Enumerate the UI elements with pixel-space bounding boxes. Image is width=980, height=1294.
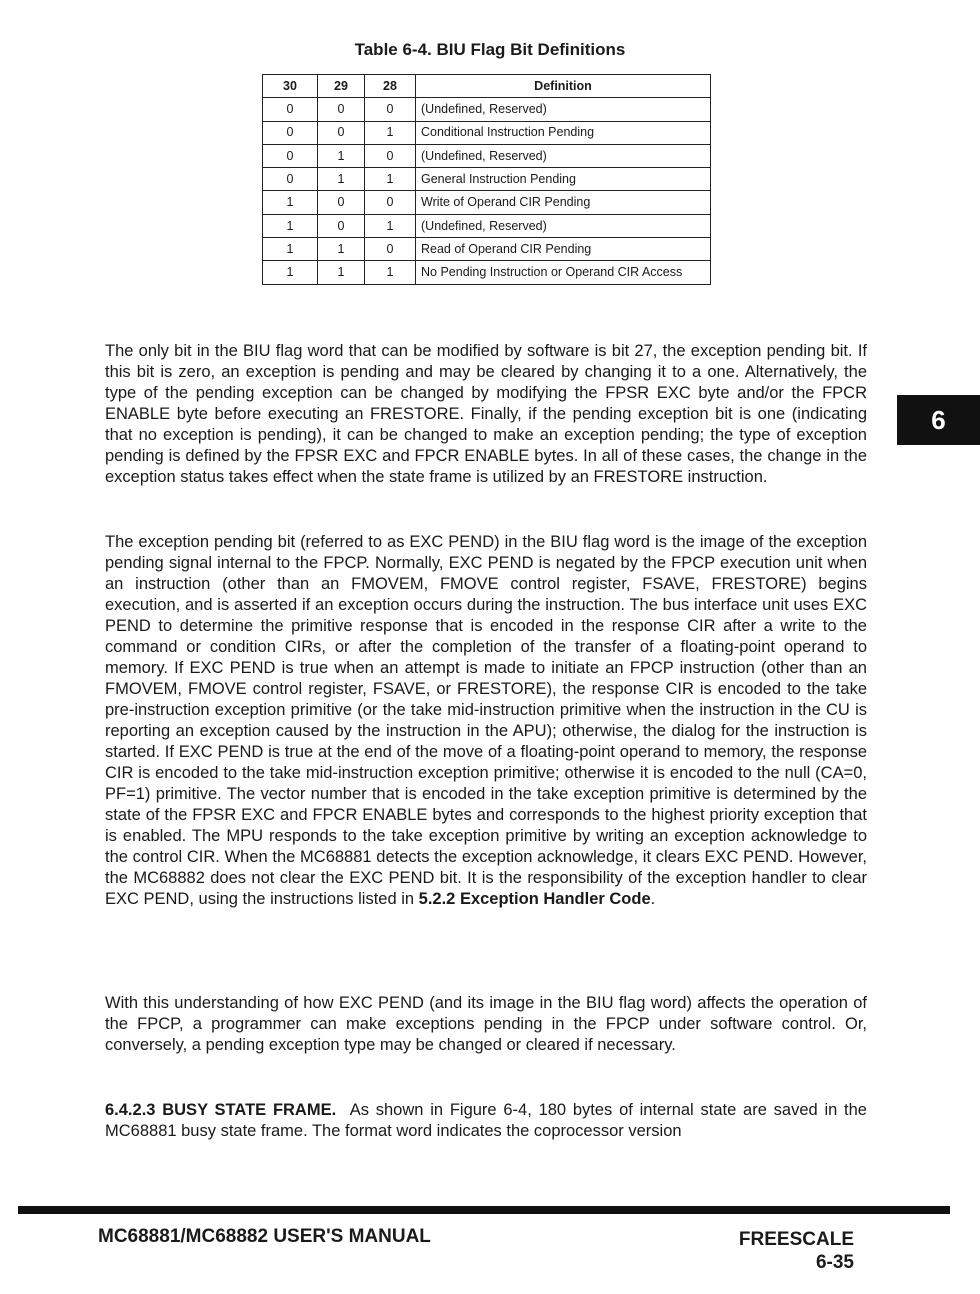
table-header-row xyxy=(263,75,711,98)
paragraph-busy-state-frame xyxy=(105,1100,867,1142)
cell-bit-28: 1 xyxy=(365,261,416,284)
cell-bit-30: 1 xyxy=(263,214,318,237)
cell-bit-30: 0 xyxy=(263,121,318,144)
cell-definition: (Undefined, Reserved) xyxy=(416,214,711,237)
table-title: Table 6-4. BIU Flag Bit Definitions xyxy=(354,40,626,59)
cell-bit-29: 0 xyxy=(318,191,365,214)
cell-bit-28: 0 xyxy=(365,191,416,214)
cell-bit-30: 1 xyxy=(263,238,318,261)
cell-definition: Read of Operand CIR Pending xyxy=(416,238,711,261)
cell-definition: Conditional Instruction Pending xyxy=(416,121,711,144)
header-definition: Definition xyxy=(416,75,711,98)
section-heading: 6.4.2.3 BUSY STATE FRAME. xyxy=(105,1101,337,1119)
cell-bit-30: 0 xyxy=(263,98,318,121)
cell-bit-28: 1 xyxy=(365,214,416,237)
cell-bit-29: 0 xyxy=(318,98,365,121)
table-row xyxy=(263,191,711,214)
paragraph-exception-pending-bit: The only bit in the BIU flag word that can be modified by software is bit 27, the exception pending bit. If this bit is zero, an exception is pending and may be cleared by changing it to a one. Alternatively, the type of the pending exception can be changed by modifying the FPSR EXC byte and/or the FPCR ENABLE byte before executing an FRESTORE. Finally, if the pending exception bit is one (indicating that no exception is pending), it can be changed to make an exception pending; the type of exception pending is defined by the FPSR EXC and FPCR ENABLE bytes. In all of these cases, the change in the exception status takes effect when the state frame is utilized by an FRESTORE instruction. xyxy=(105,342,867,486)
cell-bit-28: 1 xyxy=(365,168,416,191)
table-row xyxy=(263,144,711,167)
cell-bit-28: 0 xyxy=(365,98,416,121)
paragraph-end-period: . xyxy=(650,890,656,908)
table-row xyxy=(263,168,711,191)
header-bit-28: 28 xyxy=(365,75,416,98)
cell-definition: General Instruction Pending xyxy=(416,168,711,191)
cell-definition: No Pending Instruction or Operand CIR Access xyxy=(416,261,711,284)
header-bit-30: 30 xyxy=(263,75,318,98)
paragraph-busy-state-text: As shown in Figure 6-4, 180 bytes of internal state are saved in the MC68881 busy state frame. The format word indicates the coprocessor version xyxy=(105,1101,867,1140)
cell-bit-29: 1 xyxy=(318,238,365,261)
biu-flag-table xyxy=(262,74,711,285)
paragraph-exc-pend-text: The exception pending bit (referred to as EXC PEND) in the BIU flag word is the image of the exception pending signal internal to the FPCP. Normally, EXC PEND is negated by the FPCP execution unit when an instruction (other than an FMOVEM, FMOVE control register, FSAVE, FRESTORE) begins execution, and is asserted if an exception occurs during the instruction. The bus interface unit uses EXC PEND to determine the primitive response that is encoded in the response CIR after a write to the command or condition CIRs, or after the completion of the transfer of a floating-point operand to memory. If EXC PEND is true when an attempt is made to initiate an FPCP instruction (other than an FMOVEM, FMOVE control register, FSAVE, or FRESTORE), the response CIR is encoded to the take pre-instruction exception primitive (or the take mid-instruction primitive when the instruction in the CU is reporting an exception caused by the instruction in the APU); otherwise, the dialog for the instruction is started. If EXC PEND is true at the end of the move of a floating-point operand to memory, the response CIR is encoded to the take mid-instruction exception primitive; otherwise it is encoded to the null (CA=0, PF=1) primitive. The vector number that is encoded in the take exception primitive is determined by the state of the FPSR EXC and FPCR ENABLE bytes and corresponds to the highest priority exception that is enabled. The MPU responds to the take exception primitive by writing an exception acknowledge to the control CIR. When the MC68881 detects the exception acknowledge, it clears EXC PEND. However, the MC68882 does not clear the EXC PEND bit. It is the responsibility of the exception handler to clear EXC PEND, using the instructions listed in xyxy=(105,533,867,908)
footer-divider xyxy=(18,1206,950,1214)
cell-bit-29: 1 xyxy=(318,168,365,191)
footer-manual-title: MC68881/MC68882 USER'S MANUAL xyxy=(98,1226,431,1247)
cell-bit-29: 0 xyxy=(318,121,365,144)
header-bit-29: 29 xyxy=(318,75,365,98)
cell-definition: (Undefined, Reserved) xyxy=(416,98,711,121)
cell-bit-30: 0 xyxy=(263,144,318,167)
footer-right-block xyxy=(739,1228,854,1274)
cell-bit-29: 1 xyxy=(318,261,365,284)
cell-bit-28: 1 xyxy=(365,121,416,144)
table-row xyxy=(263,214,711,237)
cell-bit-28: 0 xyxy=(365,144,416,167)
page-number: 6-35 xyxy=(815,1252,854,1273)
chapter-tab-marker: 6 xyxy=(897,395,980,445)
cell-definition: Write of Operand CIR Pending xyxy=(416,191,711,214)
table-row xyxy=(263,261,711,284)
cell-bit-30: 1 xyxy=(263,191,318,214)
cell-bit-28: 0 xyxy=(365,238,416,261)
cell-bit-29: 1 xyxy=(318,144,365,167)
paragraph-software-control: With this understanding of how EXC PEND (and its image in the BIU flag word) affects the operation of the FPCP, a programmer can make exceptions pending in the FPCP under software control. Or, conversely, a pending exception type may be changed or cleared if necessary. xyxy=(105,994,867,1054)
section-reference-link[interactable]: 5.2.2 Exception Handler Code xyxy=(418,890,651,908)
table-row xyxy=(263,121,711,144)
table-row xyxy=(263,98,711,121)
paragraph-exc-pend xyxy=(105,532,867,910)
cell-definition: (Undefined, Reserved) xyxy=(416,144,711,167)
footer-brand: FREESCALE xyxy=(738,1229,854,1250)
cell-bit-29: 0 xyxy=(318,214,365,237)
table-row xyxy=(263,238,711,261)
cell-bit-30: 1 xyxy=(263,261,318,284)
cell-bit-30: 0 xyxy=(263,168,318,191)
